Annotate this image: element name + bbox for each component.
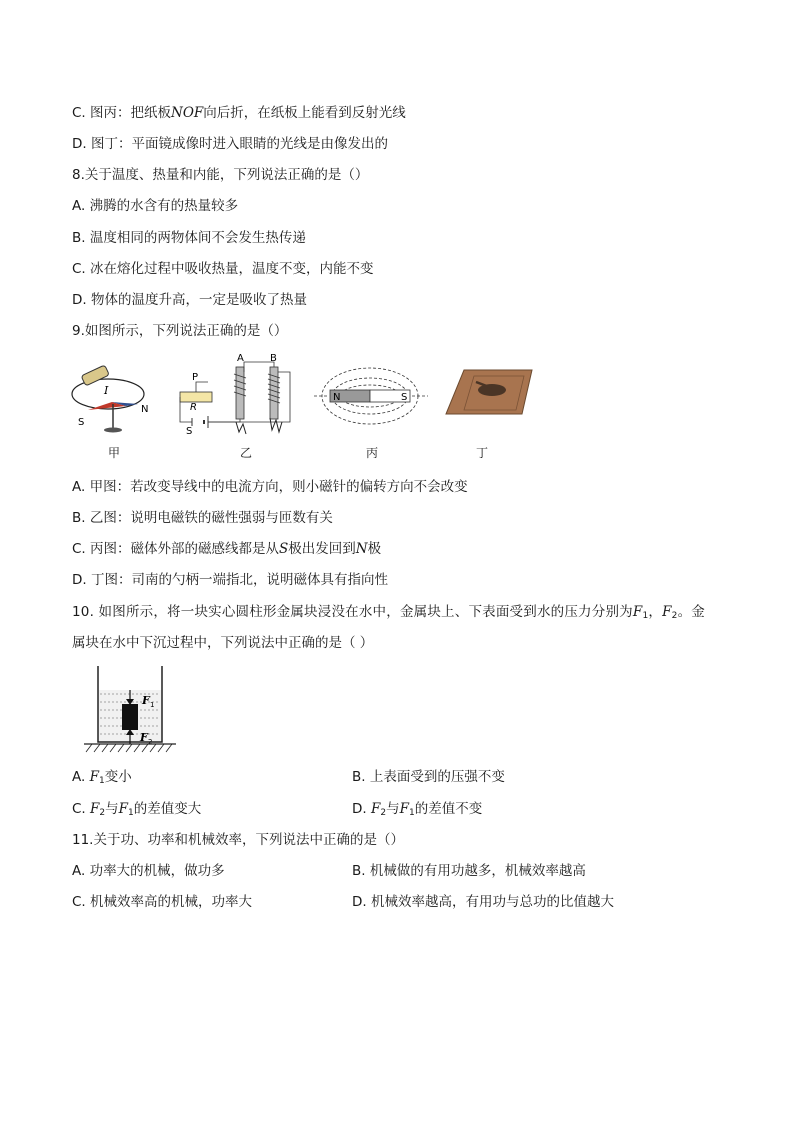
fig-f1-sub: 1 xyxy=(150,701,155,709)
q10-d-f2: F xyxy=(370,801,381,817)
q10-d-prefix: D. xyxy=(352,801,367,817)
q9-option-c-b: 极出发回到 xyxy=(288,541,356,557)
figure-label-ding: 丁 xyxy=(475,446,488,460)
q10-c-f1: F xyxy=(118,801,128,817)
figure-bing-magnetic-field xyxy=(312,352,432,444)
q9-figures xyxy=(66,352,546,462)
q11-option-b: B. 机械做的有用功越多，机械效率越高 xyxy=(352,863,586,879)
q10-a-f: F xyxy=(89,769,99,785)
q10-c-f2: F xyxy=(90,801,100,817)
q10-f1-var: F xyxy=(632,604,643,620)
q10-d-with: 与 xyxy=(386,801,400,817)
q10-c-with: 与 xyxy=(105,801,119,817)
jia-s-label: S xyxy=(78,417,85,428)
q8-option-a: A. 沸腾的水含有的热量较多 xyxy=(72,198,239,214)
q10-f2-var: F xyxy=(662,604,672,620)
q11-option-d: D. 机械效率越高，有用功与总功的比值越大 xyxy=(352,894,614,910)
q9-stem: 9.如图所示，下列说法正确的是（） xyxy=(72,323,288,339)
q10-c-sub1: 1 xyxy=(128,808,134,818)
figure-jia-compass-wire xyxy=(66,352,158,444)
q11-stem: 11.关于功、功率和机械效率，下列说法中正确的是（） xyxy=(72,832,404,848)
fig-f2-label: F xyxy=(140,731,148,744)
q7-option-c-var: NOF xyxy=(171,105,204,121)
q10-d-sub2: 2 xyxy=(380,808,387,818)
q9-option-a: A. 甲图：若改变导线中的电流方向，则小磁针的偏转方向不会改变 xyxy=(72,479,468,495)
jia-current-label: I xyxy=(104,384,109,397)
q8-option-b: B. 温度相同的两物体间不会发生热传递 xyxy=(72,230,306,246)
yi-r-label: R xyxy=(190,402,197,413)
yi-a-label: A xyxy=(237,353,244,364)
q10-stem-c: 。金 xyxy=(677,604,706,620)
q7-option-d: D. 图丁：平面镜成像时进入眼睛的光线是由像发出的 xyxy=(72,136,388,152)
fig-f1-label: F xyxy=(142,694,150,707)
q9-option-c xyxy=(72,539,381,559)
q10-stem-line1 xyxy=(72,602,705,626)
fig-f2-sub: 2 xyxy=(148,738,153,746)
q9-option-c-c: 极 xyxy=(367,541,382,557)
q10-option-d xyxy=(352,799,482,823)
q9-option-c-n: N xyxy=(355,541,368,557)
q10-d-f1: F xyxy=(399,801,409,817)
figure-label-jia: 甲 xyxy=(107,446,120,460)
bing-n-label: N xyxy=(333,392,341,403)
q10-option-b: B. 上表面受到的压强不变 xyxy=(352,769,505,785)
figure-label-bing: 丙 xyxy=(365,446,378,460)
q9-option-d: D. 丁图：司南的勺柄一端指北，说明磁体具有指向性 xyxy=(72,572,388,588)
q8-option-d: D. 物体的温度升高，一定是吸收了热量 xyxy=(72,292,307,308)
q11-option-c: C. 机械效率高的机械，功率大 xyxy=(72,894,253,910)
q10-option-a xyxy=(72,767,132,791)
q10-stem-b: ， xyxy=(648,604,663,620)
q10-a-sub: 1 xyxy=(98,776,105,786)
yi-s-label: S xyxy=(186,426,193,437)
q10-a-prefix: A. xyxy=(72,769,86,785)
q8-option-c: C. 冰在熔化过程中吸收热量，温度不变，内能不变 xyxy=(72,261,374,277)
q11-option-a: A. 功率大的机械，做功多 xyxy=(72,863,225,879)
q10-d-sub1: 1 xyxy=(408,808,415,818)
q10-option-c xyxy=(72,799,201,823)
q10-c-prefix: C. xyxy=(72,801,86,817)
q10-a-text: 变小 xyxy=(104,769,132,785)
q7-option-c-text: C. 图丙：把纸板 xyxy=(72,105,172,121)
q8-stem: 8.关于温度、热量和内能，下列说法正确的是（） xyxy=(72,167,369,183)
q7-option-c-rest: 向后折，在纸板上能看到反射光线 xyxy=(203,105,406,121)
q7-option-c xyxy=(72,103,406,123)
q9-option-b: B. 乙图：说明电磁铁的磁性强弱与匝数有关 xyxy=(72,510,333,526)
q9-option-c-s: S xyxy=(279,541,289,557)
q10-stem-line2: 属块在水中下沉过程中，下列说法中正确的是（ ） xyxy=(72,635,374,651)
figure-label-yi: 乙 xyxy=(239,446,252,460)
q10-c-sub2: 2 xyxy=(99,808,106,818)
q10-c-text: 的差值变大 xyxy=(133,801,202,817)
bing-s-label: S xyxy=(401,392,408,403)
yi-b-label: B xyxy=(270,353,277,364)
yi-p-label: P xyxy=(192,372,199,383)
q10-figure-container xyxy=(80,662,180,754)
figure-yi-electromagnet xyxy=(178,352,308,444)
q10-f2-sub: 2 xyxy=(671,611,678,621)
q10-f1-sub: 1 xyxy=(642,611,649,621)
figure-ding-sinan-compass xyxy=(436,352,536,444)
q9-option-c-a: C. 丙图：磁体外部的磁感线都是从 xyxy=(72,541,280,557)
q10-stem-a: 10. 如图所示，将一块实心圆柱形金属块浸没在水中，金属块上、下表面受到水的压力分别为 xyxy=(72,604,633,620)
q10-d-text: 的差值不变 xyxy=(414,801,483,817)
jia-n-label: N xyxy=(141,404,149,415)
